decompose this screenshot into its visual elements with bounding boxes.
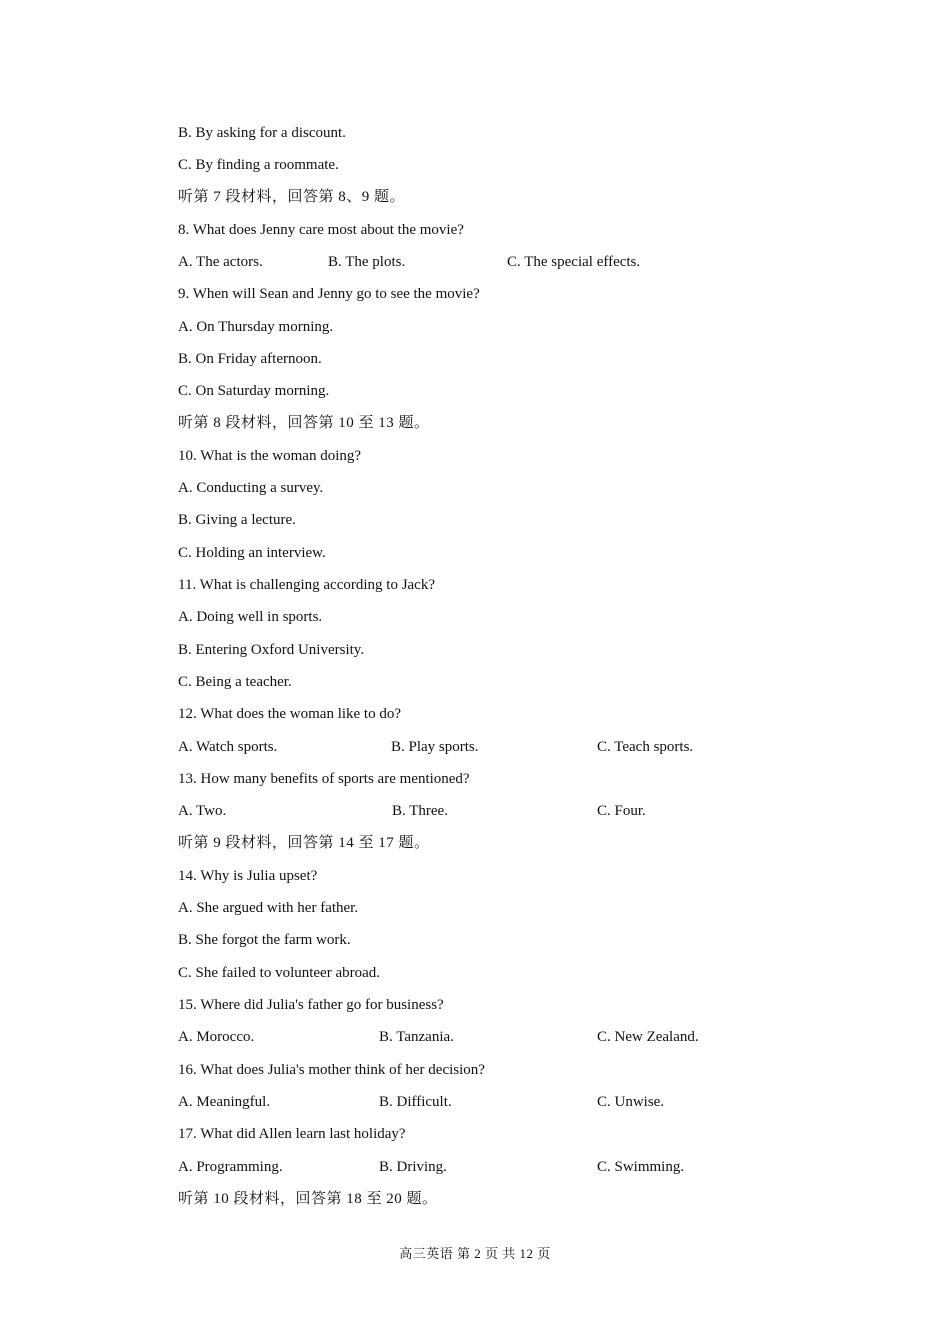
option-12a: A. Watch sports. [178, 739, 278, 755]
option-10c: C. Holding an interview. [178, 545, 326, 561]
option-13c: C. Four. [597, 803, 646, 819]
section-heading-8: 听第 8 段材料，回答第 10 至 13 题。 [178, 415, 430, 431]
question-14: 14. Why is Julia upset? [178, 868, 318, 884]
question-12: 12. What does the woman like to do? [178, 706, 402, 722]
question-16: 16. What does Julia's mother think of her decision? [178, 1062, 485, 1078]
option-15b: B. Tanzania. [379, 1029, 454, 1045]
option-13a: A. Two. [178, 803, 227, 819]
page-footer: 高三英语 第 2 页 共 12 页 [399, 1246, 551, 1261]
section-heading-7: 听第 7 段材料，回答第 8、9 题。 [178, 189, 406, 205]
question-13: 13. How many benefits of sports are mentioned? [178, 771, 470, 787]
option-8a: A. The actors. [178, 254, 263, 270]
option-8b: B. The plots. [328, 254, 406, 270]
question-11: 11. What is challenging according to Jack? [178, 577, 435, 593]
option-7c: C. By finding a roommate. [178, 157, 339, 173]
option-11b: B. Entering Oxford University. [178, 642, 365, 658]
option-16a: A. Meaningful. [178, 1094, 271, 1110]
option-17b: B. Driving. [379, 1159, 447, 1175]
question-10: 10. What is the woman doing? [178, 448, 362, 464]
option-16c: C. Unwise. [597, 1094, 665, 1110]
option-14b: B. She forgot the farm work. [178, 932, 351, 948]
option-17c: C. Swimming. [597, 1159, 685, 1175]
option-17a: A. Programming. [178, 1159, 283, 1175]
option-9c: C. On Saturday morning. [178, 383, 330, 399]
option-11a: A. Doing well in sports. [178, 609, 323, 625]
option-15c: C. New Zealand. [597, 1029, 699, 1045]
section-heading-9: 听第 9 段材料，回答第 14 至 17 题。 [178, 835, 430, 851]
option-14c: C. She failed to volunteer abroad. [178, 965, 381, 981]
option-7b: B. By asking for a discount. [178, 125, 346, 141]
option-16b: B. Difficult. [379, 1094, 452, 1110]
option-11c: C. Being a teacher. [178, 674, 292, 690]
option-10a: A. Conducting a survey. [178, 480, 324, 496]
question-15: 15. Where did Julia's father go for business? [178, 997, 444, 1013]
option-15a: A. Morocco. [178, 1029, 255, 1045]
option-8c: C. The special effects. [507, 254, 641, 270]
option-14a: A. She argued with her father. [178, 900, 359, 916]
option-12b: B. Play sports. [391, 739, 479, 755]
question-17: 17. What did Allen learn last holiday? [178, 1126, 406, 1142]
option-9a: A. On Thursday morning. [178, 319, 334, 335]
section-heading-10: 听第 10 段材料，回答第 18 至 20 题。 [178, 1191, 438, 1207]
option-10b: B. Giving a lecture. [178, 512, 296, 528]
question-9: 9. When will Sean and Jenny go to see the movie? [178, 286, 480, 302]
option-13b: B. Three. [392, 803, 448, 819]
question-8: 8. What does Jenny care most about the movie? [178, 222, 464, 238]
option-12c: C. Teach sports. [597, 739, 694, 755]
option-9b: B. On Friday afternoon. [178, 351, 322, 367]
